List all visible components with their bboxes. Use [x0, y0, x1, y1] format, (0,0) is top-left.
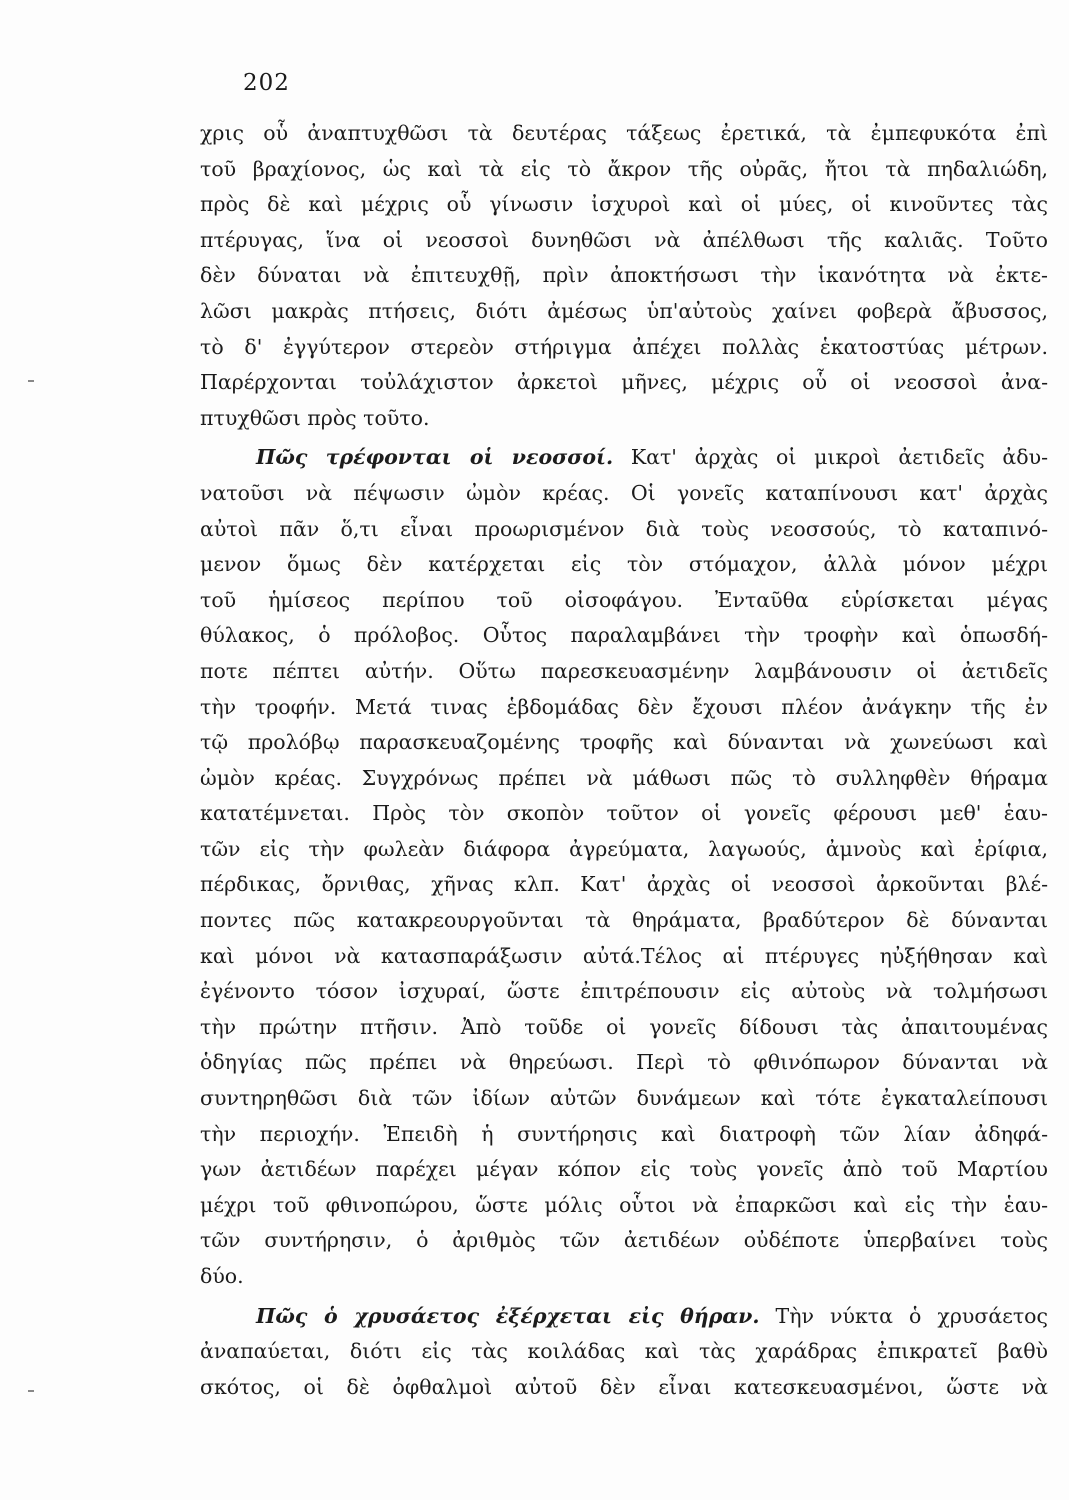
text-line: ἀναπαύεται, διότι εἰς τὰς κοιλάδας καὶ τὰς χαράδρας ἐπικρατεῖ βαθὺ	[200, 1339, 1048, 1364]
text-line: μενον ὅμως δὲν κατέρχεται εἰς τὸν στόμαχον, ἀλλὰ μόνον μέχρι	[200, 552, 1048, 577]
text-run: Τὴν νύκτα ὁ χρυσάετος	[775, 1303, 1048, 1328]
text-run: Κατ' ἀρχὰς οἱ μικροὶ ἀετιδεῖς ἀδυ-	[630, 445, 1049, 470]
text-line: Παρέρχονται τοὐλάχιστον ἀρκετοὶ μῆνες, μέχρις οὗ οἱ νεοσσοὶ ἀνα-	[200, 370, 1048, 395]
text-line: τὴν τροφήν. Μετά τινας ἑβδομάδας δὲν ἔχουσι πλέον ἀνάγκην τῆς ἐν	[200, 694, 1048, 719]
text-line: τὴν πρώτην πτῆσιν. Ἀπὸ τοῦδε οἱ γονεῖς δίδουσι τὰς ἀπαιτουμένας	[200, 1014, 1048, 1039]
text-line: μέχρι τοῦ φθινοπώρου, ὥστε μόλις οὗτοι νὰ ἐπαρκῶσι καὶ εἰς τὴν ἑαυ-	[200, 1192, 1048, 1217]
text-line: ὠμὸν κρέας. Συγχρόνως πρέπει νὰ μάθωσι πῶς τὸ συλληφθὲν θήραμα	[200, 765, 1048, 790]
text-line: χρις οὗ ἀναπτυχθῶσι τὰ δευτέρας τάξεως ἐρετικά, τὰ ἐμπεφυκότα ἐπὶ	[200, 121, 1048, 145]
text-line: δύο.	[200, 1264, 244, 1288]
text-line: ποτε πέπτει αὐτήν. Οὕτω παρεσκευασμένην λαμβάνουσιν οἱ ἀετιδεῖς	[200, 658, 1048, 683]
text-line: κατατέμνεται. Πρὸς τὸν σκοπὸν τοῦτον οἱ γονεῖς φέρουσι μεθ' ἑαυ-	[200, 801, 1048, 826]
text-line: γων ἀετιδέων παρέχει μέγαν κόπον εἰς τοὺς γονεῖς ἀπὸ τοῦ Μαρτίου	[200, 1157, 1048, 1182]
text-line: αὐτοὶ πᾶν ὅ,τι εἶναι προωρισμένον διὰ τοὺς νεοσσούς, τὸ καταπινό-	[200, 516, 1048, 541]
text-line: πτέρυγας, ἵνα οἱ νεοσσοὶ δυνηθῶσι νὰ ἀπέλθωσι τῆς καλιᾶς. Τοῦτο	[200, 227, 1048, 252]
text-line: θύλακος, ὁ πρόλοβος. Οὗτος παραλαμβάνει τὴν τροφὴν καὶ ὁπωσδή-	[200, 623, 1048, 648]
text-line: τὴν περιοχήν. Ἐπειδὴ ἡ συντήρησις καὶ διατροφὴ τῶν λίαν ἀδηφά-	[200, 1121, 1048, 1146]
text-line: τὸ δ' ἐγγύτερον στερεὸν στήριγμα ἀπέχει πολλὰς ἑκατοστύας μέτρων.	[200, 334, 1048, 359]
margin-mark	[28, 1390, 34, 1392]
text-line: ὁδηγίας πῶς πρέπει νὰ θηρεύωσι. Περὶ τὸ φθινόπωρον δύνανται νὰ	[200, 1050, 1048, 1075]
text-line: τῶν συντήρησιν, ὁ ἀριθμὸς τῶν ἀετιδέων οὐδέποτε ὑπερβαίνει τοὺς	[200, 1228, 1048, 1253]
paragraph-first-line	[200, 440, 1048, 476]
text-line: πρὸς δὲ καὶ μέχρις οὗ γίνωσιν ἰσχυροὶ καὶ οἱ μύες, οἱ κινοῦντες τὰς	[200, 192, 1048, 217]
text-line: δὲν δύναται νὰ ἐπιτευχθῇ, πρὶν ἀποκτήσωσι τὴν ἱκανότητα νὰ ἐκτε-	[200, 263, 1048, 288]
body-text	[200, 116, 1048, 1405]
section-heading: Πῶς τρέφονται οἱ νεοσσοί.	[256, 445, 614, 470]
paragraph-first-line	[200, 1299, 1048, 1335]
paragraph-2	[200, 440, 1048, 1294]
text-line: πέρδικας, ὄρνιθας, χῆνας κλπ. Κατ' ἀρχὰς οἱ νεοσσοὶ ἀρκοῦνται βλέ-	[200, 872, 1048, 897]
text-line: τῶν εἰς τὴν φωλεὰν διάφορα ἀγρεύματα, λαγωούς, ἀμνοὺς καὶ ἐρίφια,	[200, 836, 1048, 861]
paragraph-1	[200, 116, 1048, 436]
text-line: ποντες πῶς κατακρεουργοῦνται τὰ θηράματα, βραδύτερον δὲ δύνανται	[200, 908, 1048, 933]
text-line: τοῦ ἡμίσεος περίπου τοῦ οἰσοφάγου. Ἐνταῦθα εὑρίσκεται μέγας	[200, 587, 1048, 612]
text-line: λῶσι μακρὰς πτήσεις, διότι ἀμέσως ὑπ'αὐτοὺς χαίνει φοβερὰ ἄβυσσος,	[200, 298, 1048, 323]
text-line: καὶ μόνοι νὰ κατασπαράξωσιν αὐτά.Τέλος αἱ πτέρυγες ηὐξήθησαν καὶ	[200, 943, 1048, 968]
text-line: σκότος, οἱ δὲ ὀφθαλμοὶ αὐτοῦ δὲν εἶναι κατεσκευασμένοι, ὥστε νὰ	[200, 1374, 1048, 1399]
page-number: 202	[243, 70, 290, 96]
margin-mark	[28, 380, 34, 382]
text-line: συντηρηθῶσι διὰ τῶν ἰδίων αὐτῶν δυνάμεων καὶ τότε ἐγκαταλείπουσι	[200, 1086, 1048, 1111]
text-line: ἐγένοντο τόσον ἰσχυραί, ὥστε ἐπιτρέπουσιν εἰς αὐτοὺς νὰ τολμήσωσι	[200, 979, 1048, 1004]
text-line: πτυχθῶσι πρὸς τοῦτο.	[200, 405, 430, 430]
text-line: τοῦ βραχίονος, ὡς καὶ τὰ εἰς τὸ ἄκρον τῆς οὐρᾶς, ἤτοι τὰ πηδαλιώδη,	[200, 156, 1048, 181]
paragraph-3	[200, 1299, 1048, 1406]
text-line: τῷ προλόβῳ παρασκευαζομένης τροφῆς καὶ δύνανται νὰ χωνεύωσι καὶ	[200, 730, 1048, 755]
text-line: νατοῦσι νὰ πέψωσιν ὠμὸν κρέας. Οἱ γονεῖς καταπίνουσι κατ' ἀρχὰς	[200, 480, 1048, 505]
section-heading: Πῶς ὁ χρυσάετος ἐξέρχεται εἰς θήραν.	[256, 1303, 760, 1328]
